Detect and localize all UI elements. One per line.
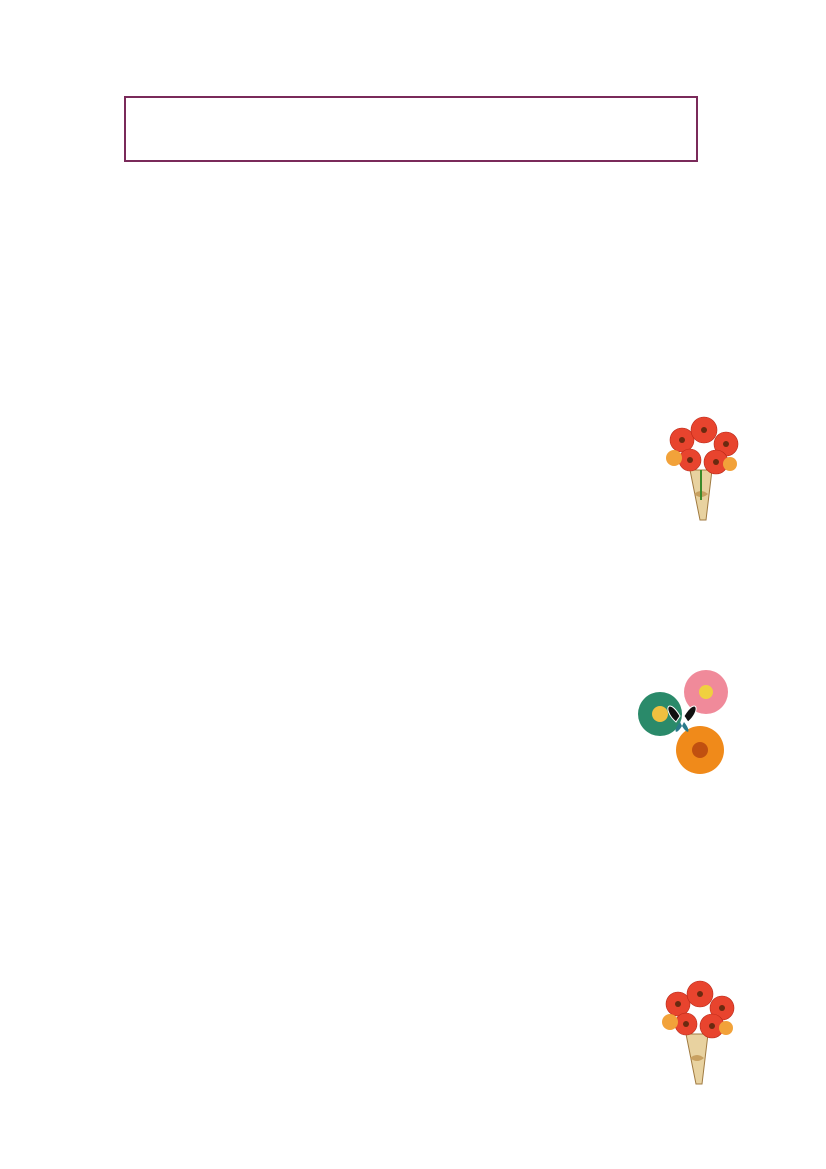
flower-bouquet-image <box>660 410 744 530</box>
title-banner <box>124 96 698 162</box>
flower-bouquet-image-2 <box>656 974 740 1092</box>
flowers-butterfly-image <box>632 666 732 778</box>
